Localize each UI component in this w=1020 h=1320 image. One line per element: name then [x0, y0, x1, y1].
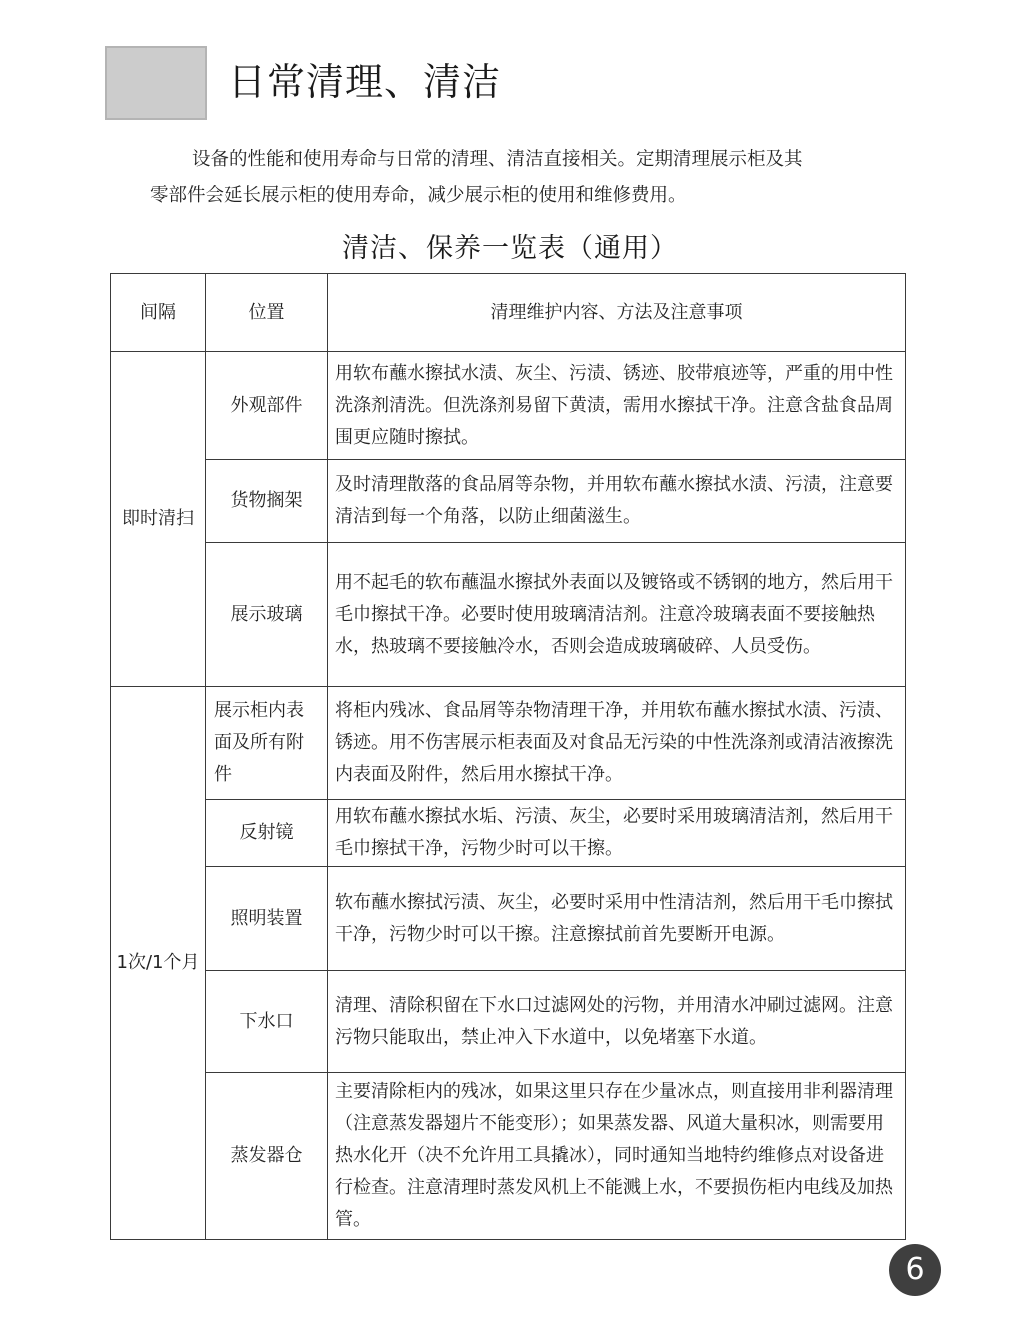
- page-number-badge: 6: [889, 1244, 941, 1296]
- content-cell: 及时清理散落的食品屑等杂物，并用软布蘸水擦拭水渍、污渍，注意要清洁到每一个角落，以防止细菌滋生。: [328, 460, 906, 543]
- position-cell: 展示柜内表面及所有附件: [206, 687, 328, 800]
- position-cell: 反射镜: [206, 800, 328, 867]
- position-cell: 货物搁架: [206, 460, 328, 543]
- table-row: [111, 800, 906, 867]
- table-header-row: [111, 274, 906, 352]
- intro-line-2: 零部件会延长展示柜的使用寿命，减少展示柜的使用和维修费用。: [150, 185, 687, 206]
- position-cell: 蒸发器仓: [206, 1073, 328, 1240]
- content-cell: 用软布蘸水擦拭水垢、污渍、灰尘，必要时采用玻璃清洁剂，然后用干毛巾擦拭干净，污物少时可以干擦。: [328, 800, 906, 867]
- section-marker-box: [105, 46, 207, 120]
- content-cell: 主要清除柜内的残冰，如果这里只存在少量冰点，则直接用非利器清理（注意蒸发器翅片不能变形）；如果蒸发器、风道大量积冰，则需要用热水化开（决不允许用工具撬冰），同时通知当地特约维修点对设备进行检查。注意清理时蒸发风机上不能溅上水，不要损伤柜内电线及加热管。: [328, 1073, 906, 1240]
- table-row: [111, 460, 906, 543]
- position-cell: 外观部件: [206, 352, 328, 460]
- table-title: 清洁、保养一览表（通用）: [342, 233, 678, 264]
- header-interval: 间隔: [111, 274, 206, 352]
- interval-cell: 即时清扫: [111, 352, 206, 687]
- intro-line-1: 设备的性能和使用寿命与日常的清理、清洁直接相关。定期清理展示柜及其: [192, 149, 803, 170]
- header-content: 清理维护内容、方法及注意事项: [328, 274, 906, 352]
- content-cell: 清理、清除积留在下水口过滤网处的污物，并用清水冲刷过滤网。注意污物只能取出，禁止冲入下水道中，以免堵塞下水道。: [328, 971, 906, 1073]
- table-row: [111, 352, 906, 460]
- content-cell: 用不起毛的软布蘸温水擦拭外表面以及镀铬或不锈钢的地方，然后用干毛巾擦拭干净。必要时使用玻璃清洁剂。注意冷玻璃表面不要接触热水，热玻璃不要接触冷水，否则会造成玻璃破碎、人员受伤。: [328, 543, 906, 687]
- position-cell: 展示玻璃: [206, 543, 328, 687]
- interval-cell: 1次/1个月: [111, 687, 206, 1240]
- table-row: [111, 1073, 906, 1240]
- content-cell: 软布蘸水擦拭污渍、灰尘，必要时采用中性清洁剂，然后用干毛巾擦拭干净，污物少时可以干擦。注意擦拭前首先要断开电源。: [328, 867, 906, 971]
- table-row: [111, 971, 906, 1073]
- table-row: [111, 687, 906, 800]
- maintenance-table: [110, 273, 906, 1240]
- position-cell: 下水口: [206, 971, 328, 1073]
- content-cell: 用软布蘸水擦拭水渍、灰尘、污渍、锈迹、胶带痕迹等，严重的用中性洗涤剂清洗。但洗涤剂易留下黄渍，需用水擦拭干净。注意含盐食品周围更应随时擦拭。: [328, 352, 906, 460]
- table-row: [111, 543, 906, 687]
- header-position: 位置: [206, 274, 328, 352]
- intro-paragraph: [150, 142, 915, 214]
- table-row: [111, 867, 906, 971]
- page-title: 日常清理、清洁: [228, 60, 502, 104]
- position-cell: 照明装置: [206, 867, 328, 971]
- content-cell: 将柜内残冰、食品屑等杂物清理干净，并用软布蘸水擦拭水渍、污渍、锈迹。用不伤害展示柜表面及对食品无污染的中性洗涤剂或清洁液擦洗内表面及附件，然后用水擦拭干净。: [328, 687, 906, 800]
